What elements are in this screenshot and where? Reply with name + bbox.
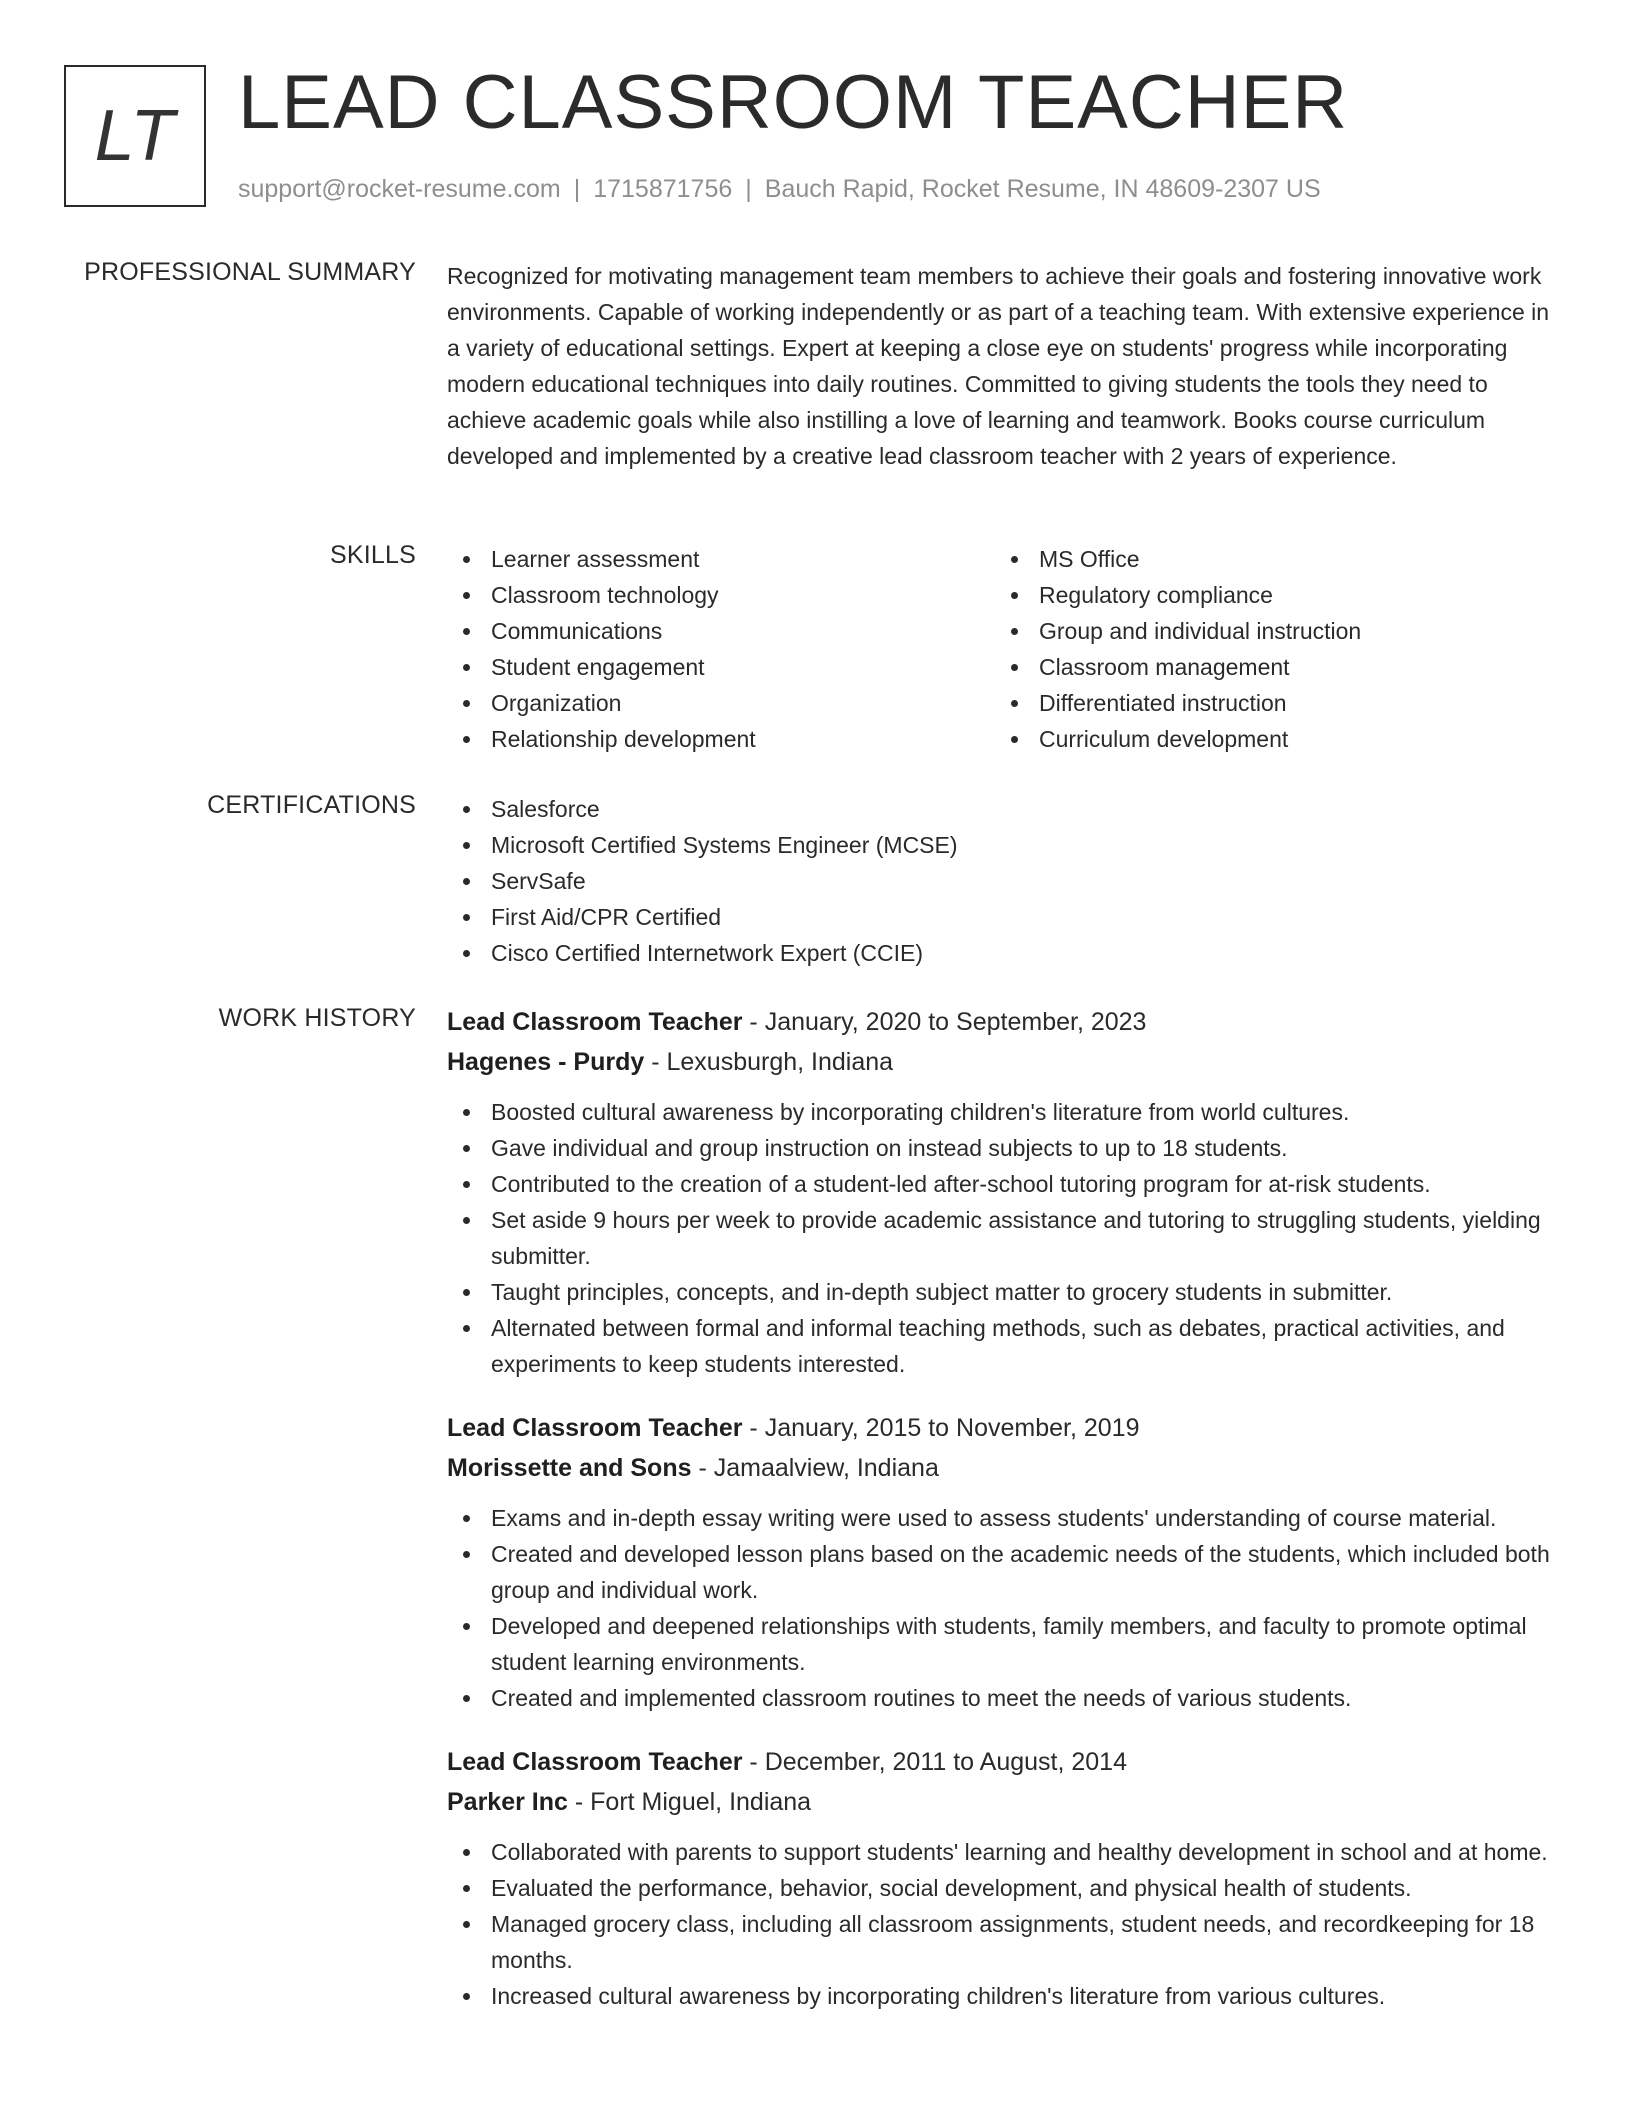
job-company: Parker Inc xyxy=(447,1788,568,1816)
job-bullet: Contributed to the creation of a student-led after-school tutoring program for at-risk students. xyxy=(447,1166,1562,1202)
contact-separator: | xyxy=(573,175,581,203)
skill-item: Classroom technology xyxy=(447,577,995,613)
certification-item: Cisco Certified Internetwork Expert (CCIE) xyxy=(447,935,1562,971)
job-bullet: Alternated between formal and informal teaching methods, such as debates, practical activities, and experiments to keep students interested. xyxy=(447,1310,1562,1382)
skill-item: Organization xyxy=(447,685,995,721)
job-bullet: Increased cultural awareness by incorporating children's literature from various cultures. xyxy=(447,1978,1562,2014)
certifications-list xyxy=(447,791,1562,971)
job-company-line xyxy=(447,1450,1562,1486)
section-label: CERTIFICATIONS xyxy=(207,791,416,819)
skill-item: Communications xyxy=(447,613,995,649)
job-bullet: Boosted cultural awareness by incorporating children's literature from world cultures. xyxy=(447,1094,1562,1130)
job-entry xyxy=(447,1744,1562,2014)
job-bullet: Set aside 9 hours per week to provide academic assistance and tutoring to struggling students, yielding submitter. xyxy=(447,1202,1562,1274)
job-entry xyxy=(447,1004,1562,1382)
job-title: Lead Classroom Teacher xyxy=(447,1748,743,1776)
job-bullets xyxy=(447,1834,1562,2014)
job-company-line xyxy=(447,1784,1562,1820)
job-title-line xyxy=(447,1410,1562,1446)
work-history-list xyxy=(447,1004,1562,2042)
job-bullet: Managed grocery class, including all classroom assignments, student needs, and recordkeeping for 18 months. xyxy=(447,1906,1562,1978)
job-bullet: Collaborated with parents to support students' learning and healthy development in school and at home. xyxy=(447,1834,1562,1870)
certification-item: Microsoft Certified Systems Engineer (MCSE) xyxy=(447,827,1562,863)
certification-item: First Aid/CPR Certified xyxy=(447,899,1562,935)
job-bullet: Gave individual and group instruction on instead subjects to up to 18 students. xyxy=(447,1130,1562,1166)
skill-item: Learner assessment xyxy=(447,541,995,577)
contact-separator: | xyxy=(745,175,752,203)
skills-list-right xyxy=(995,541,1543,757)
skills-columns xyxy=(447,541,1562,757)
section-label: PROFESSIONAL SUMMARY xyxy=(84,258,416,286)
resume-header xyxy=(64,60,1564,210)
job-title: Lead Classroom Teacher xyxy=(447,1008,743,1036)
job-bullet: Developed and deepened relationships with students, family members, and faculty to promote optimal student learning environments. xyxy=(447,1608,1562,1680)
job-company: Hagenes - Purdy xyxy=(447,1048,645,1076)
job-dates: - January, 2015 to November, 2019 xyxy=(742,1414,1140,1442)
job-bullet: Exams and in-depth essay writing were used to assess students' understanding of course material. xyxy=(447,1500,1562,1536)
skill-item: Relationship development xyxy=(447,721,995,757)
job-bullet: Taught principles, concepts, and in-depth subject matter to grocery students in submitter. xyxy=(447,1274,1562,1310)
job-bullet: Evaluated the performance, behavior, social development, and physical health of students. xyxy=(447,1870,1562,1906)
skill-item: MS Office xyxy=(995,541,1543,577)
certification-item: ServSafe xyxy=(447,863,1562,899)
section-body xyxy=(447,791,1562,971)
monogram-initials: LT xyxy=(94,96,176,176)
job-company-line xyxy=(447,1044,1562,1080)
monogram-logo xyxy=(64,65,206,207)
job-title-line xyxy=(447,1744,1562,1780)
skills-list-left xyxy=(447,541,995,757)
job-location: - Jamaalview, Indiana xyxy=(691,1454,939,1482)
job-entry xyxy=(447,1410,1562,1716)
job-title: Lead Classroom Teacher xyxy=(447,1414,743,1442)
section-body xyxy=(447,258,1562,474)
skill-item: Classroom management xyxy=(995,649,1543,685)
job-bullet: Created and developed lesson plans based on the academic needs of the students, which included both group and individual work. xyxy=(447,1536,1562,1608)
section-label: WORK HISTORY xyxy=(218,1004,416,1032)
skill-item: Curriculum development xyxy=(995,721,1543,757)
job-title-line xyxy=(447,1004,1562,1040)
job-bullet: Created and implemented classroom routines to meet the needs of various students. xyxy=(447,1680,1562,1716)
section-label: SKILLS xyxy=(330,541,416,569)
contact-address: Bauch Rapid, Rocket Resume, IN 48609-2307 US xyxy=(764,175,1321,203)
job-company: Morissette and Sons xyxy=(447,1454,692,1482)
job-bullets xyxy=(447,1500,1562,1716)
job-location: - Lexusburgh, Indiana xyxy=(644,1048,894,1076)
contact-email: support@rocket-resume.com xyxy=(238,175,561,203)
job-dates: - January, 2020 to September, 2023 xyxy=(742,1008,1147,1036)
job-dates: - December, 2011 to August, 2014 xyxy=(742,1748,1127,1776)
job-bullets xyxy=(447,1094,1562,1382)
skill-item: Student engagement xyxy=(447,649,995,685)
candidate-title: LEAD CLASSROOM TEACHER xyxy=(238,60,1349,145)
summary-text: Recognized for motivating management team members to achieve their goals and fostering innovative work environments. Capable of working independently or as part of a teaching team. With extensive experience in a variety of educational settings. Expert at keeping a close eye on students' progress while incorporating modern educational techniques into daily routines. Committed to giving students the tools they need to achieve academic goals while also instilling a love of learning and teamwork. Books course curriculum developed and implemented by a creative lead classroom teacher with 2 years of experience. xyxy=(447,263,1550,469)
skill-item: Group and individual instruction xyxy=(995,613,1543,649)
skill-item: Differentiated instruction xyxy=(995,685,1543,721)
contact-line xyxy=(238,175,1321,204)
job-location: - Fort Miguel, Indiana xyxy=(567,1788,812,1816)
skill-item: Regulatory compliance xyxy=(995,577,1543,613)
contact-phone: 1715871756 xyxy=(593,175,733,203)
certification-item: Salesforce xyxy=(447,791,1562,827)
